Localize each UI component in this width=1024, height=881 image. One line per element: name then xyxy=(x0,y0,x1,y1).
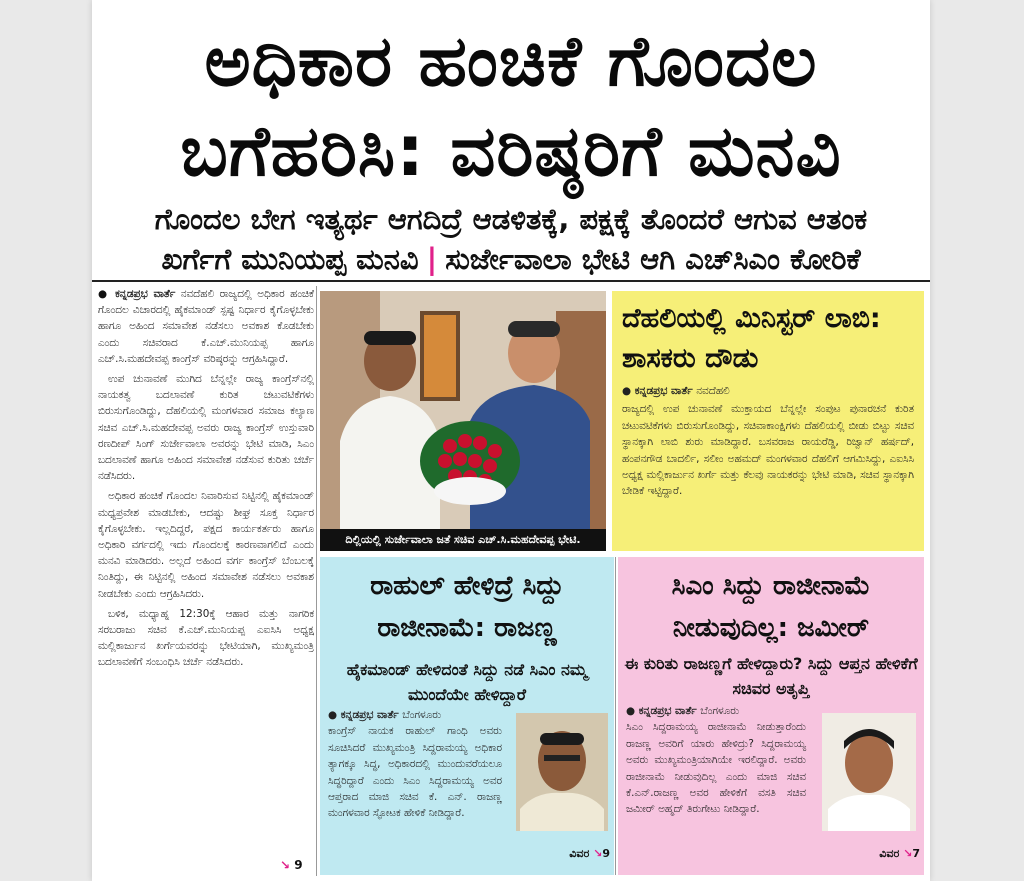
byline-name: ಕನ್ನಡಪ್ರಭ ವಾರ್ತೆ xyxy=(638,705,697,717)
pink-story-deck: ಈ ಕುರಿತು ರಾಜಣ್ಣಗೆ ಹೇಳಿದ್ದಾರು? ಸಿದ್ದು ಆಪ್ತನ ಹೇಳಿಕೆಗೆ ಸಚಿವರ ಅತೃಪ್ತಿ xyxy=(624,654,918,698)
subhead-part-b: ಸುರ್ಜೇವಾಲಾ ಭೇಟಿ ಆಗಿ ಎಚ್‌ಸಿಎಂ ಕೋರಿಕೆ xyxy=(445,242,861,276)
byline-place: ನವದೆಹಲಿ xyxy=(696,385,730,397)
pink-story-box xyxy=(618,557,924,875)
cyan-story-deck: ಹೈಕಮಾಂಡ್ ಹೇಳಿದಂತೆ ಸಿದ್ದು ನಡೆ ಸಿಎಂ ನಮ್ಮ ಮುಂದೆಯೇ ಹೇಳಿದ್ದಾರೆ xyxy=(346,660,588,704)
pink-story-text: ಸಿಎಂ ಸಿದ್ದರಾಮಯ್ಯ ರಾಜೀನಾಮೆ ನೀಡುತ್ತಾರೆಂದು ರಾಜಣ್ಣ ಅವರಿಗೆ ಯಾರು ಹೇಳಿದ್ರು? ಸಿದ್ದರಾಮಯ್ಯ ಅವರು ಮುಖ್ಯಮಂತ್ರಿಯಾಗಿಯೇ ಇರಲಿದ್ದಾರೆ. ಅವರು ರಾಜೀನಾಮೆ ನೀಡುವುದಿಲ್ಲ ಎಂದು ಮಾಜಿ ಸಚಿವ ಕೆ.ಎನ್.ರಾಜಣ್ಣ ಅವರ ಹೇಳಿಕೆಗೆ ವಸತಿ ಸಚಿವ ಜಮೀರ್ ಅಹ್ಮದ್ ತಿರುಗೇಟು ನೀಡಿದ್ದಾರೆ. xyxy=(626,721,806,816)
zameer-portrait xyxy=(822,713,916,831)
portrait-illustration xyxy=(516,713,608,831)
byline-name: ಕನ್ನಡಪ್ರಭ ವಾರ್ತೆ xyxy=(340,709,399,721)
main-story-para-3: ಅಧಿಕಾರ ಹಂಚಿಕೆ ಗೊಂದಲ ನಿವಾರಿಸುವ ನಿಟ್ಟಿನಲ್ಲಿ ಹೈಕಮಾಂಡ್ ಮಧ್ಯಪ್ರವೇಶ ಮಾಡಬೇಕು, ಆದಷ್ಟು ಶೀಘ್ರ ಸೂಕ್ತ ನಿರ್ಧಾರ ಕೈಗೊಳ್ಳಬೇಕು. ಇಲ್ಲದಿದ್ದರೆ, ಪಕ್ಷದ ಕಾರ್ಯಕರ್ತರು ಹಾಗೂ ಅಧಿಕಾರಿ ವರ್ಗದಲ್ಲಿ ಇದು ಗೊಂದಲಕ್ಕೆ ಕಾರಣವಾಗಲಿದೆ ಎಂದು ಮನವಿ ಮಾಡಿದರು. ಅಲ್ಲದೆ ಅಹಿಂದ ವರ್ಗ ಕಾಂಗ್ರೆಸ್ ಬೆಂಬಲಕ್ಕೆ ನಿಂತಿದ್ದು, ಈ ನಿಟ್ಟಿನಲ್ಲಿ ಅಹಿಂದ ಸಮಾವೇಶ ನಡೆಸಲು ಅವಕಾಶ ನೀಡಬೇಕು ಎಂದು ಆಗ್ರಹಿಸಿದರು. xyxy=(98,490,314,600)
subhead-separator: | xyxy=(426,242,438,276)
continue-arrow-icon: ↘ xyxy=(280,858,291,872)
cyan-story-title: ರಾಹುಲ್ ಹೇಳಿದ್ರೆ ಸಿದ್ದು ರಾಜೀನಾಮೆ: ರಾಜಣ್ಣ xyxy=(370,571,564,643)
rajanna-portrait xyxy=(516,713,608,831)
meeting-photo xyxy=(320,291,606,551)
continued-page: 9 xyxy=(602,847,610,860)
box-divider xyxy=(615,557,616,875)
cyan-story-continued xyxy=(569,847,610,861)
cyan-story-box xyxy=(320,557,614,875)
main-story-byline: ● ಕನ್ನಡಪ್ರಭ ವಾರ್ತೆ xyxy=(98,288,176,300)
cyan-story-text: ಕಾಂಗ್ರೆಸ್ ನಾಯಕ ರಾಹುಲ್ ಗಾಂಧಿ ಅವರು ಸೂಚಿಸಿದರೆ ಮುಖ್ಯಮಂತ್ರಿ ಸಿದ್ದರಾಮಯ್ಯ ಅಧಿಕಾರ ತ್ಯಾಗಕ್ಕೂ ಸಿದ್ಧ, ಅಧಿಕಾರದಲ್ಲಿ ಮುಂದುವರೆಯಲೂ ಸಿದ್ಧರಿದ್ದಾರೆ ಎಂದು ಸಿಎಂ ಸಿದ್ದರಾಮಯ್ಯ ಅವರ ಆಪ್ತರಾದ ಮಾಜಿ ಸಚಿವ ಕೆ. ಎನ್. ರಾಜಣ್ಣ ಮಂಗಳವಾರ ಸ್ಫೋಟಕ ಹೇಳಿಕೆ ನೀಡಿದ್ದಾರೆ. xyxy=(328,725,502,820)
pink-story-byline: ● ಕನ್ನಡಪ್ರಭ ವಾರ್ತೆ ಬೆಂಗಳೂರು xyxy=(626,705,740,717)
byline-place: ಬೆಂಗಳೂರು xyxy=(402,709,442,721)
newspaper-page xyxy=(92,0,930,881)
main-story-para-2: ಉಪ ಚುನಾವಣೆ ಮುಗಿದ ಬೆನ್ನಲ್ಲೇ ರಾಜ್ಯ ಕಾಂಗ್ರೆಸ್‌ನಲ್ಲಿ ನಾಯಕತ್ವ ಬದಲಾವಣೆ ಕುರಿತ ಚಟುವಟಿಕೆಗಳು ಬಿರುಸುಗೊಂಡಿದ್ದು, ದೆಹಲಿಯಲ್ಲಿ ಮಂಗಳವಾರ ಸಮಾಜ ಕಲ್ಯಾಣ ಸಚಿವ ಎಚ್.ಸಿ.ಮಹದೇವಪ್ಪ ಅವರು ರಾಜ್ಯ ಕಾಂಗ್ರೆಸ್ ಉಸ್ತುವಾರಿ ರಣದೀಪ್ ಸಿಂಗ್ ಸುರ್ಜೇವಾಲಾ ಅವರನ್ನು ಭೇಟಿ ಮಾಡಿ, ಸಿಎಂ ಬದಲಾವಣೆ ಹಾಗೂ ಅಹಿಂದ ಸಮಾವೇಶ ನಡೆಸುವ ಕುರಿತು ಚರ್ಚೆ ನಡೆಸಿದರು. xyxy=(98,373,314,483)
headline-line-1: ಅಧಿಕಾರ ಹಂಚಿಕೆ ಗೊಂದಲ xyxy=(204,20,818,102)
byline-name: ಕನ್ನಡಪ್ರಭ ವಾರ್ತೆ xyxy=(634,385,693,397)
cyan-story-body xyxy=(328,707,502,822)
continued-label: ವಿವರ xyxy=(879,847,900,860)
portrait-illustration xyxy=(822,713,916,831)
byline-place: ಬೆಂಗಳೂರು xyxy=(700,705,740,717)
main-story-para-4: ಬಳಿಕ, ಮಧ್ಯಾಹ್ನ 12:30ಕ್ಕೆ ಆಹಾರ ಮತ್ತು ನಾಗರಿಕ ಸರಬರಾಜು ಸಚಿವ ಕೆ.ಎಚ್.ಮುನಿಯಪ್ಪ ಎಐಸಿಸಿ ಅಧ್ಯಕ್ಷ ಮಲ್ಲಿಕಾರ್ಜುನ ಖರ್ಗೆಯವರನ್ನು ಭೇಟಿಯಾಗಿ, ಮುಖ್ಯಮಂತ್ರಿ ಬದಲಾವಣೆಗೆ ಸಂಬಂಧಿಸಿ ಚರ್ಚೆ ನಡೆಸಿದರು. xyxy=(98,607,314,669)
cyan-story-byline: ● ಕನ್ನಡಪ್ರಭ ವಾರ್ತೆ ಬೆಂಗಳೂರು xyxy=(328,709,442,721)
subhead-line-1: ಗೊಂದಲ ಬೇಗ ಇತ್ಯರ್ಥ ಆಗದಿದ್ರೆ ಆಡಳಿತಕ್ಕೆ, ಪಕ್ಷಕ್ಕೆ ತೊಂದರೆ ಆಗುವ ಆತಂಕ xyxy=(154,202,868,236)
continue-arrow-icon: ↘ xyxy=(903,847,913,860)
main-story-column xyxy=(98,286,314,675)
main-story-text-1: ರಾಜ್ಯದಲ್ಲಿ ಅಧಿಕಾರ ಹಂಚಿಕೆ ಗೊಂದಲ ವಿಚಾರದಲ್ಲಿ ಹೈಕಮಾಂಡ್ ಸ್ಪಷ್ಟ ನಿರ್ಧಾರ ಕೈಗೊಳ್ಳಬೇಕು ಹಾಗೂ ಅಹಿಂದ ಸಮಾವೇಶ ನಡೆಸಲು ಅವಕಾಶ ಕೊಡಬೇಕು ಎಂದು ಸಚಿವರಾದ ಕೆ.ಎಚ್.ಮುನಿಯಪ್ಪ ಹಾಗೂ ಎಚ್.ಸಿ.ಮಹದೇವಪ್ಪ ಕಾಂಗ್ರೆಸ್ ವರಿಷ್ಠರನ್ನು ಆಗ್ರಹಿಸಿದ್ದಾರೆ. xyxy=(98,288,315,365)
continued-label: ವಿವರ xyxy=(569,847,590,860)
continue-arrow-icon: ↘ xyxy=(593,847,603,860)
continued-page: 9 xyxy=(294,858,303,872)
byline-name: ಕನ್ನಡಪ್ರಭ ವಾರ್ತೆ xyxy=(115,288,176,300)
yellow-story-text: ರಾಜ್ಯದಲ್ಲಿ ಉಪ ಚುನಾವಣೆ ಮುಕ್ತಾಯದ ಬೆನ್ನಲ್ಲೇ ಸಂಪುಟ ಪುನಾರಚನೆ ಕುರಿತ ಚಟುವಟಿಕೆಗಳು ಬಿರುಸುಗೊಂಡಿದ್ದು, ಸಚಿವಾಕಾಂಕ್ಷಿಗಳು ದೆಹಲಿಯಲ್ಲಿ ಬೀಡು ಬಿಟ್ಟು ಸಚಿವ ಸ್ಥಾನಕ್ಕಾಗಿ ಲಾಬಿ ಶುರು ಮಾಡಿದ್ದಾರೆ. ಬಸವರಾಜ ರಾಯರೆಡ್ಡಿ, ರಿಜ್ವಾನ್ ಹರ್ಷದ್, ಹಂಪನಗೌಡ ಬಾದರ್ಲಿ, ಸಲೀಂ ಅಹಮದ್ ಮಂಗಳವಾರ ದೆಹಲಿಗೆ ಆಗಮಿಸಿದ್ದು, ಎಐಸಿಸಿ ಅಧ್ಯಕ್ಷ ಮಲ್ಲಿಕಾರ್ಜುನ ಖರ್ಗೆ ಮತ್ತು ಕೆಲವು ನಾಯಕರನ್ನು ಭೇಟಿ ಮಾಡಿ, ಸಚಿವ ಸ್ಥಾನಕ್ಕಾಗಿ ಬೇಡಿಕೆ ಇಟ್ಟಿದ್ದಾರೆ. xyxy=(622,403,914,498)
subhead-line-2 xyxy=(92,240,930,278)
yellow-story-body xyxy=(622,383,914,500)
pink-story-title: ಸಿಎಂ ಸಿದ್ದು ರಾಜೀನಾಮೆ ನೀಡುವುದಿಲ್ಲ: ಜಮೀರ್ xyxy=(671,571,871,643)
yellow-story-title: ದೆಹಲಿಯಲ್ಲಿ ಮಿನಿಸ್ಟರ್ ಲಾಬಿ: ಶಾಸಕರು ದೌಡು xyxy=(622,303,881,374)
pink-story-continued xyxy=(879,847,920,861)
main-story-continued xyxy=(280,858,303,872)
main-story-para-1 xyxy=(98,286,314,367)
yellow-story-box xyxy=(612,291,924,551)
headline-divider xyxy=(92,280,930,282)
pink-story-body xyxy=(626,703,806,818)
subhead-part-a: ಖರ್ಗೆಗೆ ಮುನಿಯಪ್ಪ ಮನವಿ xyxy=(161,242,419,276)
yellow-story-byline: ● ಕನ್ನಡಪ್ರಭ ವಾರ್ತೆ ನವದೆಹಲಿ xyxy=(622,385,730,397)
photo-illustration xyxy=(320,291,606,551)
column-divider xyxy=(316,286,317,876)
byline-place: ನವದೆಹಲಿ xyxy=(180,288,215,300)
continued-page: 7 xyxy=(912,847,920,860)
headline-line-2: ಬಗೆಹರಿಸಿ: ವರಿಷ್ಠರಿಗೆ ಮನವಿ xyxy=(180,110,842,192)
photo-caption: ದಿಲ್ಲಿಯಲ್ಲಿ ಸುರ್ಜೇವಾಲಾ ಜತೆ ಸಚಿವ ಎಚ್.ಸಿ.ಮಹದೇವಪ್ಪ ಭೇಟಿ. xyxy=(320,529,606,551)
